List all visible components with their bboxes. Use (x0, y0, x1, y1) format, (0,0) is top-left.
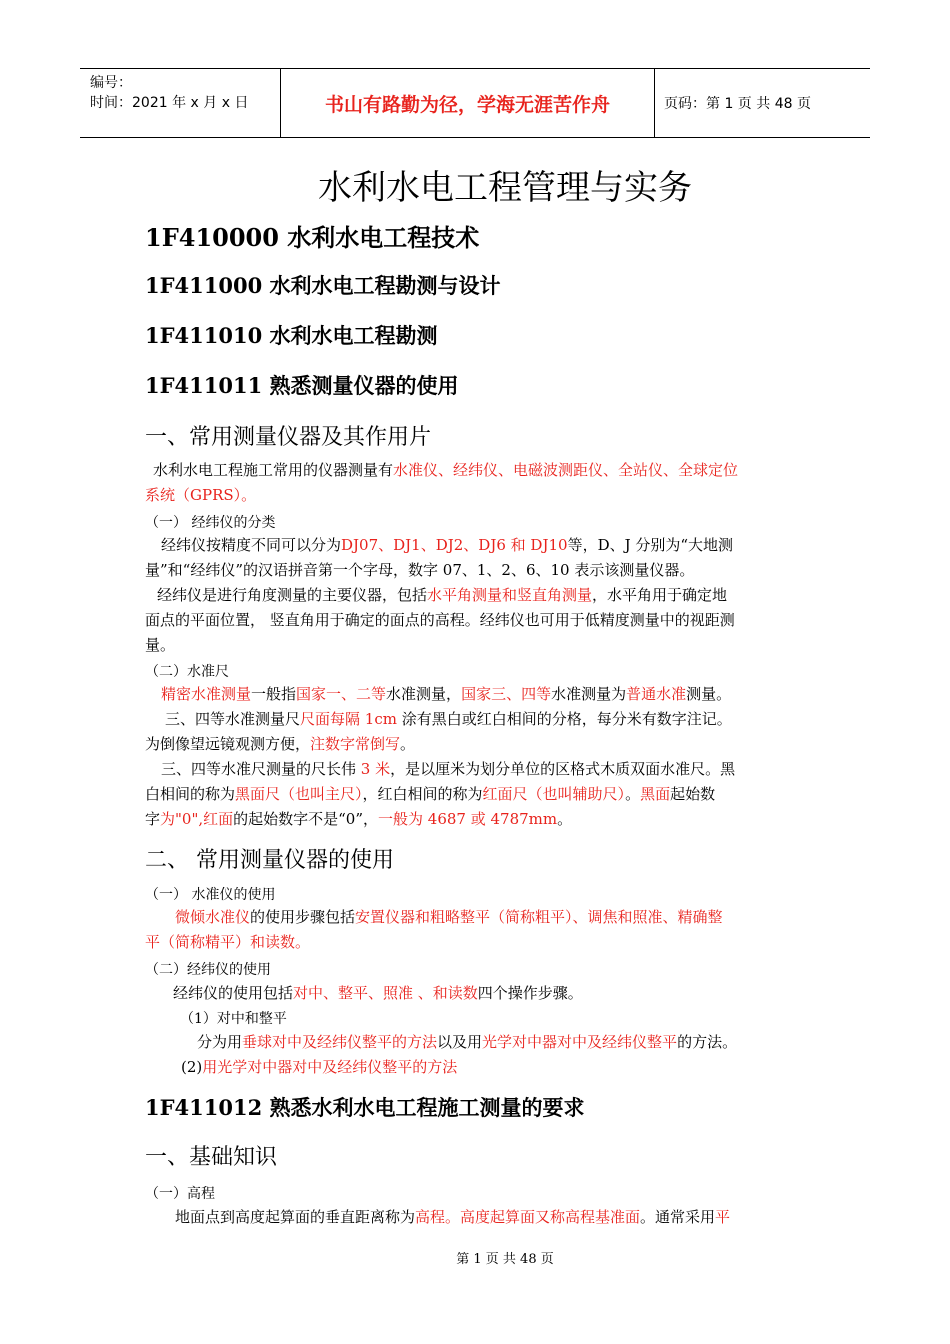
section-heading: 一、基础知识 (145, 1145, 278, 1170)
highlight-text: 高程。高度起算面又称高程基准面 (415, 1208, 641, 1226)
highlight-text: 红面尺（也叫辅助尺） (482, 785, 626, 803)
text: 等，D、J 分别为“大地测 (567, 536, 734, 554)
highlight-text: 黑面 (640, 785, 671, 803)
paragraph (145, 682, 810, 707)
text: ，红白相间的称为 (362, 785, 483, 803)
text: 。通常采用 (640, 1208, 716, 1226)
heading-1F411012: 1F411012 熟悉水利水电工程施工测量的要求 (145, 1095, 585, 1120)
text: 三、四等水准尺测量的尺长伟 (161, 760, 361, 778)
text: (2) (181, 1058, 203, 1076)
text: 。 (400, 735, 416, 753)
text: 一般指 (251, 685, 297, 703)
header-meta (80, 69, 280, 137)
text: 。 (625, 785, 641, 803)
paragraph (145, 981, 810, 1006)
highlight-text: 用光学对中器对中及经纬仪整平的方法 (202, 1058, 458, 1076)
text: 经纬仪是进行角度测量的主要仪器，包括 (157, 586, 428, 604)
highlight-text: 国家三、四等 (461, 685, 552, 703)
text: 四个操作步骤。 (477, 984, 583, 1002)
paragraph (145, 1205, 810, 1230)
highlight-text: 一般为 4687 或 4787mm (378, 810, 558, 828)
highlight-text: 平 (715, 1208, 731, 1226)
text: 白相间的称为 (145, 785, 236, 803)
text: 测量。 (686, 685, 732, 703)
paragraph (145, 533, 810, 583)
text: 的方法。 (677, 1033, 738, 1051)
subheading: （一）高程 (145, 1186, 215, 1202)
text: 。 (557, 810, 573, 828)
text: 量。 (145, 636, 176, 654)
paragraph (145, 707, 810, 757)
paragraph (145, 1030, 810, 1055)
highlight-text: 光学对中器对中及经纬仪整平 (482, 1033, 678, 1051)
text: 三、四等水准测量尺 (165, 710, 301, 728)
paragraph (145, 583, 810, 658)
highlight-text: 黑面尺（也叫主尺） (235, 785, 363, 803)
subheading: （1）对中和整平 (180, 1011, 287, 1027)
paragraph (145, 905, 810, 955)
highlight-text: 国家一、二等 (296, 685, 387, 703)
subheading: （一） 水准仪的使用 (145, 887, 276, 903)
text: 以及用 (437, 1033, 483, 1051)
header-divider (654, 69, 655, 137)
text: 经纬仪的使用包括 (173, 984, 294, 1002)
paragraph (145, 458, 810, 508)
highlight-text: DJ07、DJ1、DJ2、DJ6 和 DJ10 (341, 536, 568, 554)
highlight-text: 普通水准 (626, 685, 687, 703)
paragraph (145, 1055, 810, 1080)
text: 的使用步骤包括 (250, 908, 356, 926)
highlight-text: 平（简称精平）和读数。 (145, 933, 311, 951)
highlight-text: 注数字常倒写 (310, 735, 401, 753)
section-heading: 一、常用测量仪器及其作用片 (145, 425, 432, 450)
header-page-info: 页码：第 1 页 共 48 页 (664, 96, 811, 112)
highlight-text: 尺面每隔 1cm (300, 710, 397, 728)
text: 面点的平面位置， 竖直角用于确定的面点的高程。经纬仪也可用于低精度测量中的视距测 (145, 611, 735, 629)
text: 经纬仪按精度不同可以分为 (161, 536, 342, 554)
subheading: （二）水准尺 (145, 664, 229, 680)
document-header (80, 68, 870, 138)
heading-1F411010: 1F411010 水利水电工程勘测 (145, 323, 438, 348)
highlight-text: 系统（GPRS）。 (145, 486, 257, 504)
number-label: 编号： (90, 75, 132, 91)
highlight-text: 对中、整平、照准 、和读数 (293, 984, 478, 1002)
text: 的起始数字不是“0”， (233, 810, 379, 828)
text: 水准测量， (386, 685, 462, 703)
highlight-text: 水准仪、经纬仪、电磁波测距仪、全站仪、全球定位 (393, 461, 739, 479)
highlight-text: 垂球对中及经纬仪整平的方法 (242, 1033, 438, 1051)
text: 起始数 (670, 785, 716, 803)
text: 水准测量为 (551, 685, 627, 703)
text: ，是以厘米为划分单位的区格式木质双面水准尺。黑 (390, 760, 736, 778)
date-label: 时间：2021 年 x 月 x 日 (90, 95, 249, 111)
text: 水利水电工程施工常用的仪器测量有 (153, 461, 394, 479)
highlight-text: 安置仪器和粗略整平（简称粗平）、调焦和照准、精确整 (355, 908, 723, 926)
text: 为倒像望远镜观测方便， (145, 735, 311, 753)
text: 涂有黑白或红白相间的分格，每分米有数字注记。 (396, 710, 732, 728)
paragraph (145, 757, 810, 832)
text: 量”和“经纬仪”的汉语拼音第一个字母，数字 07、1、2、6、10 表示该测量仪器。 (145, 561, 695, 579)
highlight-text: 3 米 (360, 760, 391, 778)
highlight-text: 水平角测量和竖直角测量 (427, 586, 593, 604)
text: ，水平角用于确定地 (592, 586, 728, 604)
heading-1F411000: 1F411000 水利水电工程勘测与设计 (145, 273, 501, 298)
document-title: 水利水电工程管理与实务 (318, 168, 692, 208)
heading-1F410000: 1F410000 水利水电工程技术 (145, 223, 480, 252)
subheading: （二）经纬仪的使用 (145, 962, 271, 978)
text: 字 (145, 810, 161, 828)
highlight-text: 为"0",红面 (160, 810, 234, 828)
header-motto: 书山有路勤为径，学海无涯苦作舟 (324, 93, 610, 116)
page-footer: 第 1 页 共 48 页 (456, 1252, 554, 1267)
text: 分为用 (197, 1033, 243, 1051)
subheading: （一） 经纬仪的分类 (145, 515, 276, 531)
text: 地面点到高度起算面的垂直距离称为 (175, 1208, 416, 1226)
heading-1F411011: 1F411011 熟悉测量仪器的使用 (145, 373, 459, 398)
highlight-text: 微倾水准仪 (175, 908, 251, 926)
section-heading: 二、 常用测量仪器的使用 (145, 848, 394, 873)
highlight-text: 精密水准测量 (161, 685, 252, 703)
